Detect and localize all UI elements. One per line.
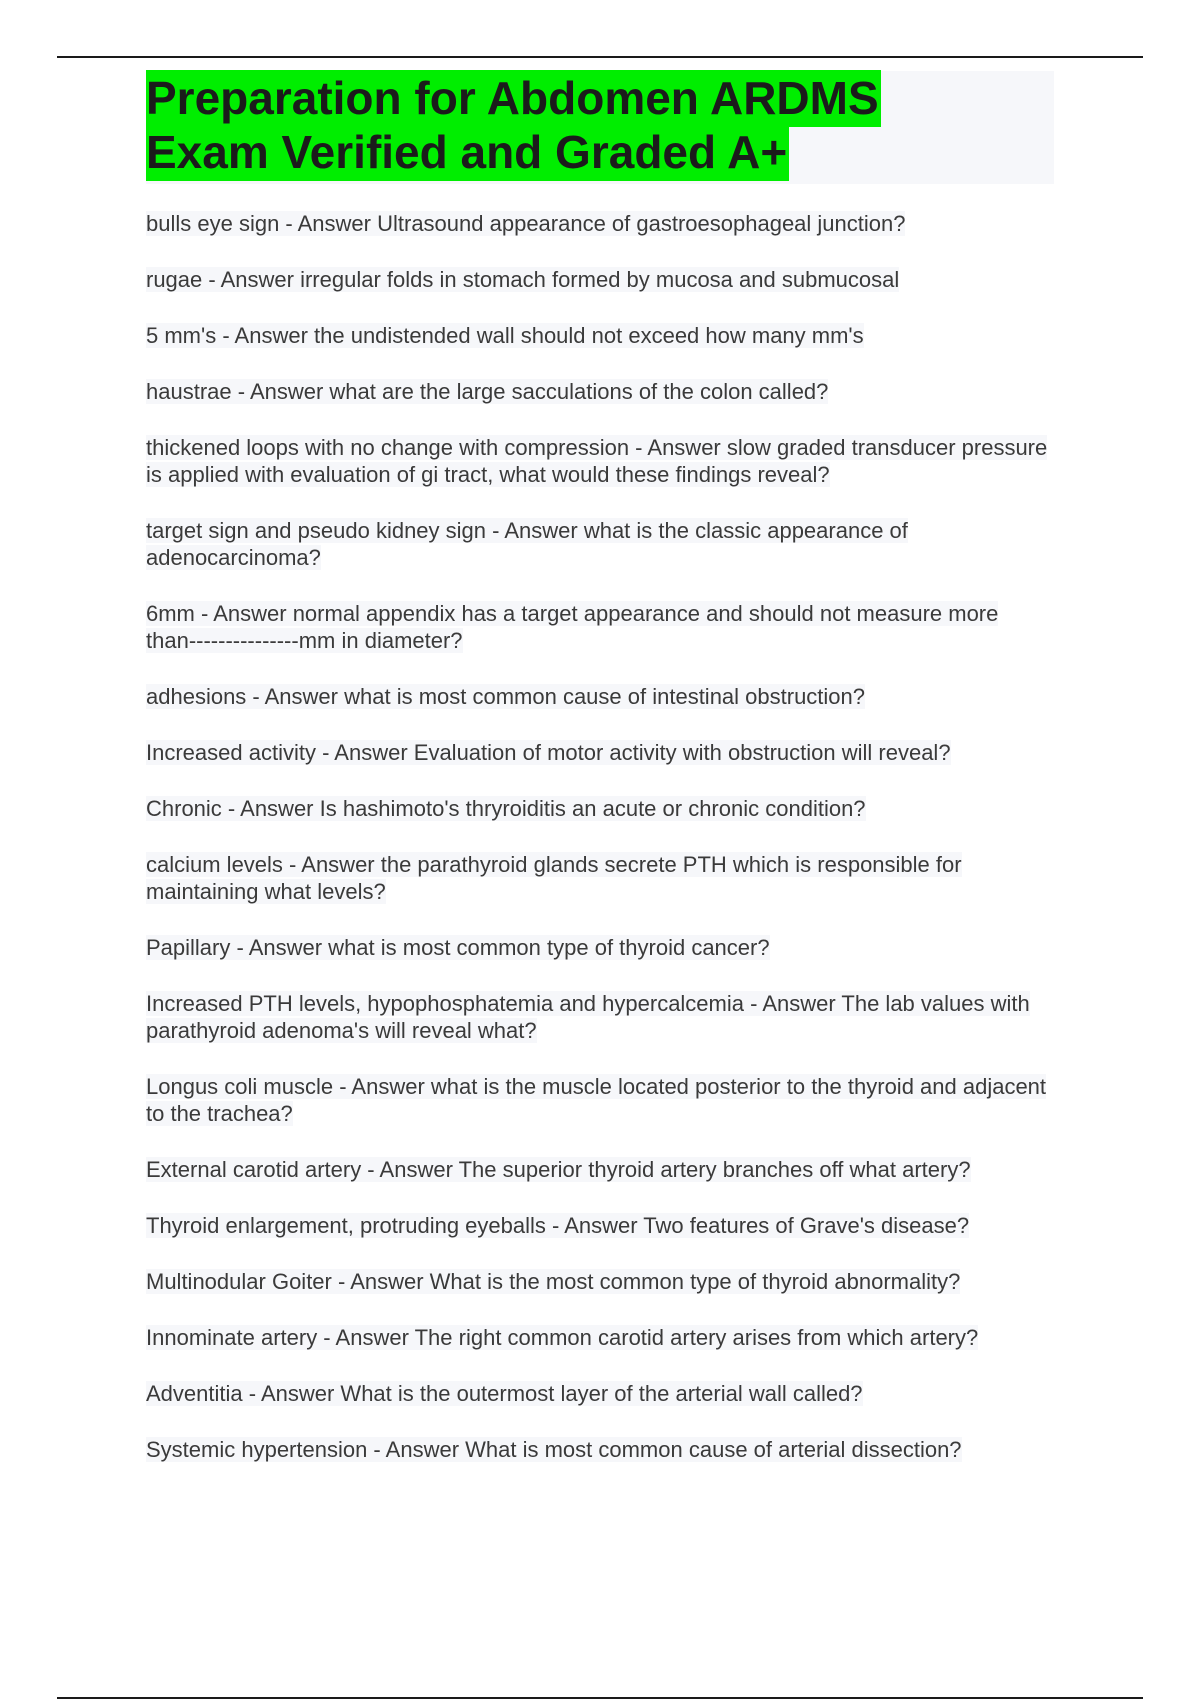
qa-text: haustrae - Answer what are the large sacculations of the colon called? bbox=[146, 379, 829, 404]
qa-text: Papillary - Answer what is most common type of thyroid cancer? bbox=[146, 935, 770, 960]
qa-text: Systemic hypertension - Answer What is most common cause of arterial dissection? bbox=[146, 1437, 962, 1462]
qa-text: Adventitia - Answer What is the outermost layer of the arterial wall called? bbox=[146, 1381, 863, 1406]
qa-text: Increased PTH levels, hypophosphatemia and hypercalcemia - Answer The lab values with parathyroid adenoma's will reveal what? bbox=[146, 991, 1030, 1043]
qa-text: bulls eye sign - Answer Ultrasound appearance of gastroesophageal junction? bbox=[146, 211, 906, 236]
qa-item bbox=[146, 1380, 1054, 1407]
document-page bbox=[146, 71, 1054, 1492]
qa-item bbox=[146, 1324, 1054, 1351]
title-line-2: Exam Verified and Graded A+ bbox=[146, 124, 789, 181]
qa-text: adhesions - Answer what is most common cause of intestinal obstruction? bbox=[146, 684, 866, 709]
qa-text: Multinodular Goiter - Answer What is the most common type of thyroid abnormality? bbox=[146, 1269, 961, 1294]
title-block bbox=[146, 71, 1054, 184]
qa-item bbox=[146, 517, 1054, 571]
qa-text: thickened loops with no change with compression - Answer slow graded transducer pressure is applied with evaluation of gi tract, what would these findings reveal? bbox=[146, 435, 1048, 487]
qa-item bbox=[146, 795, 1054, 822]
qa-text: Thyroid enlargement, protruding eyeballs - Answer Two features of Grave's disease? bbox=[146, 1213, 970, 1238]
qa-item bbox=[146, 378, 1054, 405]
qa-item bbox=[146, 990, 1054, 1044]
qa-item bbox=[146, 1268, 1054, 1295]
qa-item bbox=[146, 934, 1054, 961]
qa-item bbox=[146, 851, 1054, 905]
qa-item bbox=[146, 322, 1054, 349]
qa-item bbox=[146, 1436, 1054, 1463]
qa-text: calcium levels - Answer the parathyroid glands secrete PTH which is responsible for maintaining what levels? bbox=[146, 852, 962, 904]
qa-item bbox=[146, 683, 1054, 710]
qa-item bbox=[146, 1073, 1054, 1127]
qa-item bbox=[146, 266, 1054, 293]
qa-text: External carotid artery - Answer The superior thyroid artery branches off what artery? bbox=[146, 1157, 971, 1182]
qa-text: Innominate artery - Answer The right common carotid artery arises from which artery? bbox=[146, 1325, 979, 1350]
qa-item bbox=[146, 1212, 1054, 1239]
qa-text: Increased activity - Answer Evaluation of motor activity with obstruction will reveal? bbox=[146, 740, 951, 765]
qa-item bbox=[146, 1156, 1054, 1183]
top-rule bbox=[57, 56, 1143, 58]
title-line-1: Preparation for Abdomen ARDMS bbox=[146, 70, 881, 127]
qa-text: rugae - Answer irregular folds in stomach formed by mucosa and submucosal bbox=[146, 267, 900, 292]
qa-text: Longus coli muscle - Answer what is the muscle located posterior to the thyroid and adjacent to the trachea? bbox=[146, 1074, 1047, 1126]
page-title bbox=[146, 71, 1054, 179]
bottom-rule bbox=[57, 1697, 1143, 1699]
qa-text: Chronic - Answer Is hashimoto's thryroiditis an acute or chronic condition? bbox=[146, 796, 866, 821]
qa-item bbox=[146, 210, 1054, 237]
qa-item bbox=[146, 600, 1054, 654]
qa-item bbox=[146, 739, 1054, 766]
qa-text: 6mm - Answer normal appendix has a target appearance and should not measure more than---------------mm in diameter? bbox=[146, 601, 999, 653]
qa-list bbox=[146, 210, 1054, 1463]
qa-item bbox=[146, 434, 1054, 488]
qa-text: target sign and pseudo kidney sign - Answer what is the classic appearance of adenocarcinoma? bbox=[146, 518, 908, 570]
qa-text: 5 mm's - Answer the undistended wall should not exceed how many mm's bbox=[146, 323, 864, 348]
